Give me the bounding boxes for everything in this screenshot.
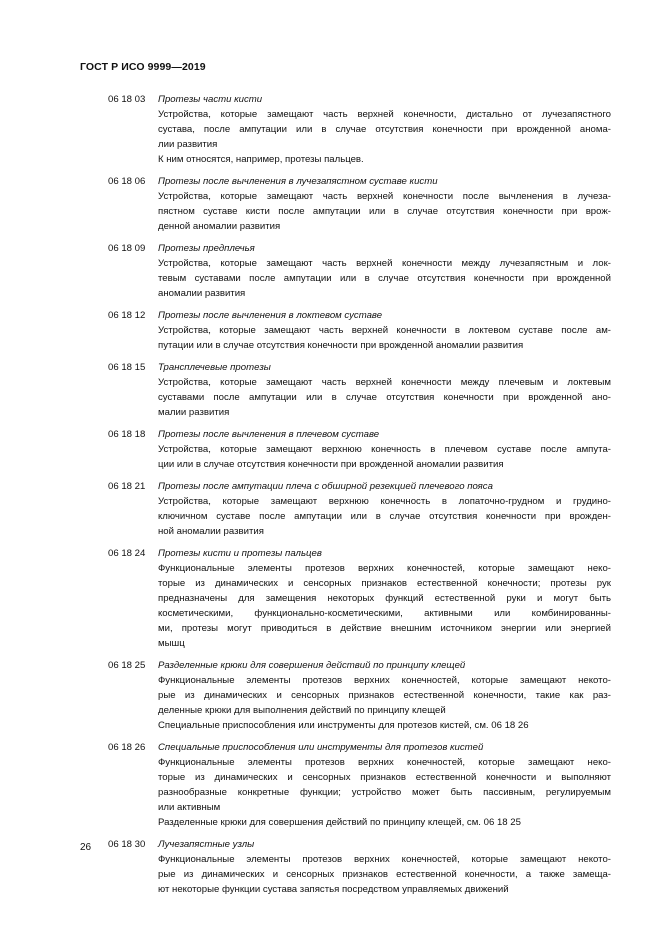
classification-entry [0,241,661,301]
entry-description-line: пястном суставе кисти после ампутации или в случае отсутствия конечности при врож- [158,206,611,217]
entry-title: Протезы кисти и протезы пальцев [158,548,322,559]
entry-code: 06 18 09 [108,243,146,254]
entry-code: 06 18 21 [108,481,146,492]
entry-description-line: сустава, после ампутации или в случае отсутствия конечности при врожденной анома- [158,124,611,135]
entry-code: 06 18 03 [108,94,146,105]
entry-description-line: Разделенные крюки для совершения действий по принципу клещей, см. 06 18 25 [158,817,521,828]
entry-description-line: лии развития [158,139,218,150]
entry-description-line: Функциональные элементы протезов верхних конечностей, которые замещают неко- [158,757,611,768]
entry-code: 06 18 15 [108,362,146,373]
entry-description-line: ции или в случае отсутствия конечности при врожденной аномалии развития [158,459,504,470]
entry-description-line: аномалии развития [158,288,246,299]
entry-body [158,479,611,539]
entry-body [158,92,611,167]
entry-description-line: ют некоторые функции сустава запястья посредством управляемых движений [158,884,509,895]
classification-entry [0,740,661,830]
entry-description-line: Специальные приспособления или инструменты для протезов кистей, см. 06 18 26 [158,720,529,731]
entry-description-line: деленные крюки для выполнения действий по принципу клещей [158,705,446,716]
entry-description-line: рые из динамических и сенсорных признаков естественной конечности, а также замеща- [158,869,611,880]
entry-description-line: малии развития [158,407,230,418]
entry-description-line: мышц [158,638,185,649]
page-header: ГОСТ Р ИСО 9999—2019 [80,61,206,73]
entry-title: Протезы после вычленения в локтевом суставе [158,310,383,321]
entry-description-line: Устройства, которые замещают часть верхней конечности в локтевом суставе после ам- [158,325,611,336]
entry-description-line: Устройства, которые замещают часть верхней конечности между плечевым и локтевым [158,377,611,388]
entry-description-line: денной аномалии развития [158,221,281,232]
entry-title: Лучезапястные узлы [158,839,255,850]
entry-title: Трансплечевые протезы [158,362,271,373]
entry-description-line: суставами после ампутации или в случае отсутствия конечности при врожденной ано- [158,392,611,403]
classification-entry [0,837,661,897]
entry-body [158,740,611,830]
entry-description-line: торые из динамических и сенсорных признаков естественной конечности и выполняют [158,772,611,783]
entry-description-line: торые из динамических и сенсорных признаков естественной конечности; протезы рук [158,578,611,589]
entry-title: Протезы предплечья [158,243,255,254]
entry-description-line: рые из динамических и сенсорных признаков естественной конечности, такие как раз- [158,690,611,701]
entry-description-line: тевым суставами после ампутации или в случае отсутствия конечности при врожденной [158,273,611,284]
classification-entry [0,92,661,167]
entry-body [158,308,611,353]
entry-title: Протезы части кисти [158,94,263,105]
classification-entry [0,360,661,420]
classification-entry [0,546,661,651]
classification-entry [0,427,661,472]
entry-description-line: Устройства, которые замещают часть верхней конечности после вычленения в лучеза- [158,191,611,202]
entry-description-line: ми, протезы могут приводиться в действие внешним источником энергии или энергией [158,623,611,634]
entry-body [158,360,611,420]
entry-body [158,837,611,897]
entry-description-line: Функциональные элементы протезов верхних конечностей, которые замещают некото- [158,675,611,686]
entry-title: Протезы после вычленения в плечевом суставе [158,429,380,440]
entry-description-line: или активным [158,802,221,813]
entry-description-line: Функциональные элементы протезов верхних конечностей, которые замещают неко- [158,563,611,574]
entry-body [158,174,611,234]
entry-code: 06 18 24 [108,548,146,559]
entry-description-line: Устройства, которые замещают часть верхней конечности, дистально от лучезапястного [158,109,611,120]
entry-body [158,427,611,472]
classification-entry [0,174,661,234]
entry-body [158,546,611,651]
entry-code: 06 18 12 [108,310,146,321]
entry-description-line: путации или в случае отсутствия конечности при врожденной аномалии развития [158,340,524,351]
entry-description-line: косметическими, функционально-косметическими, активными или комбинированны- [158,608,611,619]
entry-description-line: ключичном суставе после ампутации или в случае отсутствия конечности при врожден- [158,511,611,522]
entry-description-line: предназначены для замещения некоторых функций естественной руки и могут быть [158,593,611,604]
entry-description-line: Функциональные элементы протезов верхних конечностей, которые замещают некото- [158,854,611,865]
classification-entry [0,479,661,539]
page-number: 26 [80,842,92,853]
entry-title: Разделенные крюки для совершения действий по принципу клещей [158,660,466,671]
entry-description-line: К ним относятся, например, протезы пальцев. [158,154,364,165]
entry-code: 06 18 18 [108,429,146,440]
entry-code: 06 18 06 [108,176,146,187]
entry-description-line: Устройства, которые замещают часть верхней конечности между лучезапястным и лок- [158,258,611,269]
classification-entry [0,658,661,733]
entry-code: 06 18 25 [108,660,146,671]
entry-code: 06 18 26 [108,742,146,753]
entry-title: Протезы после вычленения в лучезапястном суставе кисти [158,176,438,187]
entry-description-line: разнообразные конкретные функции; устройство может быть пассивным, регулируемым [158,787,611,798]
entry-description-line: Устройства, которые замещают верхнюю конечность в плечевом суставе после ампута- [158,444,611,455]
entry-description-line: ной аномалии развития [158,526,264,537]
entry-body [158,658,611,733]
entry-body [158,241,611,301]
classification-entry [0,308,661,353]
entry-title: Протезы после ампутации плеча с обширной резекцией плечевого пояса [158,481,493,492]
classification-entries [0,92,661,904]
entry-code: 06 18 30 [108,839,146,850]
entry-description-line: Устройства, которые замещают верхнюю конечность в лопаточно-грудном и грудино- [158,496,611,507]
entry-title: Специальные приспособления или инструменты для протезов кистей [158,742,484,753]
